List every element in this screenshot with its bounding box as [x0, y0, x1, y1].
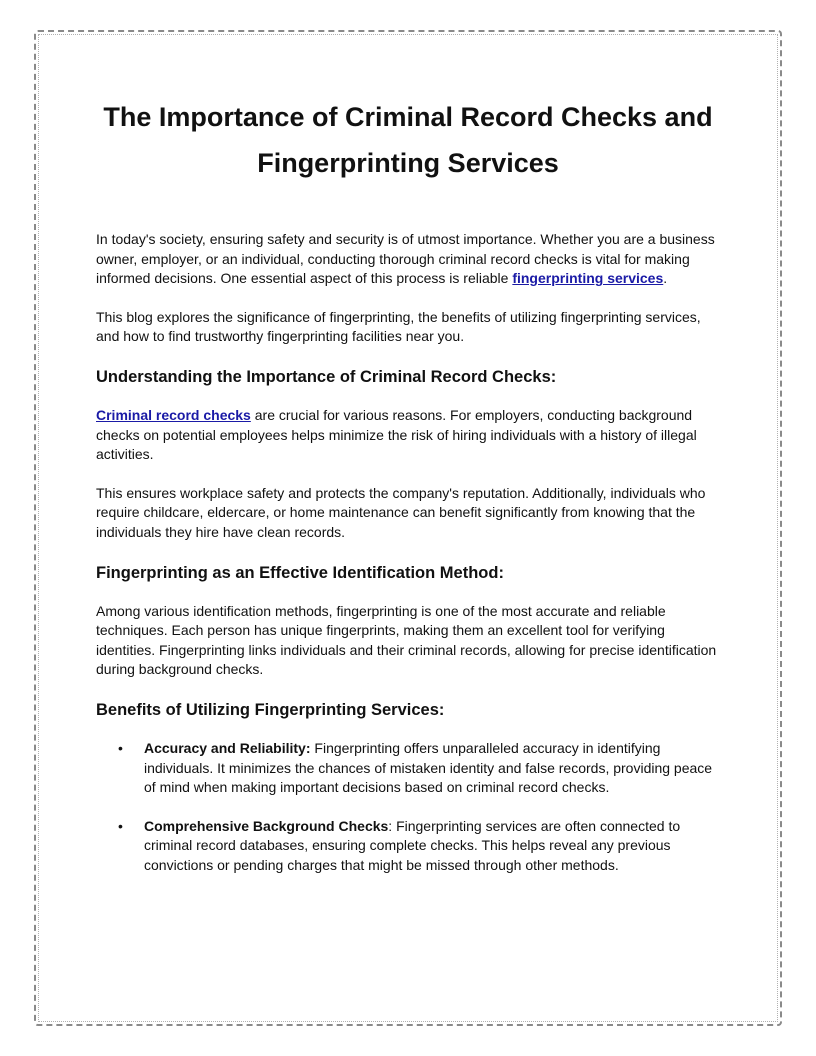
list-item: [96, 739, 720, 798]
intro-text: In today's society, ensuring safety and security is of utmost importance. Whether you are a business owner, employer, or an individual, conducting thorough criminal record checks is vital for making informed decisions. One essential aspect of this process is reliable: [96, 231, 715, 287]
document-body: [96, 94, 720, 894]
list-item-text: Fingerprinting offers unparalleled accuracy in identifying individuals. It minimizes the chances of mistaken identity and false records, providing peace of mind when making important decisions based on criminal record checks.: [144, 739, 713, 796]
workplace-safety-paragraph: This ensures workplace safety and protects the company's reputation. Additionally, individuals who require childcare, eldercare, or home maintenance can benefit significantly from knowing that the individuals they hire have clean records.: [96, 484, 706, 540]
list-item: [96, 817, 720, 876]
benefits-list: [96, 739, 720, 876]
intro-paragraph: [96, 230, 720, 289]
section-heading-criminal-record-checks: Understanding the Importance of Criminal Record Checks:: [96, 367, 557, 386]
intro-text-end: .: [663, 270, 668, 287]
bullet-icon: •: [118, 739, 123, 756]
fingerprinting-services-link[interactable]: fingerprinting services: [512, 270, 664, 287]
page-title: The Importance of Criminal Record Checks and Fingerprinting Services: [103, 102, 713, 178]
identification-paragraph: Among various identification methods, fingerprinting is one of the most accurate and reliable techniques. Each person has unique fingerprints, making them an excellent tool for verifying identities. Fingerprinting links individuals and their criminal records, allowing for precise identification during background checks.: [96, 602, 717, 678]
blog-intro-paragraph: This blog explores the significance of fingerprinting, the benefits of utilizing fingerprinting services, and how to find trustworthy fingerprinting facilities near you.: [96, 308, 701, 345]
list-item-text: : Fingerprinting services are often connected to criminal record databases, ensuring complete checks. This helps reveal any previous convictions or pending charges that might be missed through other methods.: [144, 817, 681, 873]
criminal-record-text: are crucial for various reasons. For employers, conducting background checks on potential employees helps minimize the risk of hiring individuals with a history of illegal activities.: [96, 406, 697, 463]
section-heading-fingerprinting-method: Fingerprinting as an Effective Identification Method:: [96, 563, 504, 582]
list-item-label: Comprehensive Background Checks: [144, 817, 389, 834]
criminal-record-checks-link[interactable]: Criminal record checks: [96, 406, 251, 423]
criminal-record-paragraph: [96, 406, 720, 465]
list-item-label: Accuracy and Reliability:: [144, 739, 311, 756]
section-heading-benefits: Benefits of Utilizing Fingerprinting Services:: [96, 700, 445, 719]
bullet-icon: •: [118, 817, 123, 834]
